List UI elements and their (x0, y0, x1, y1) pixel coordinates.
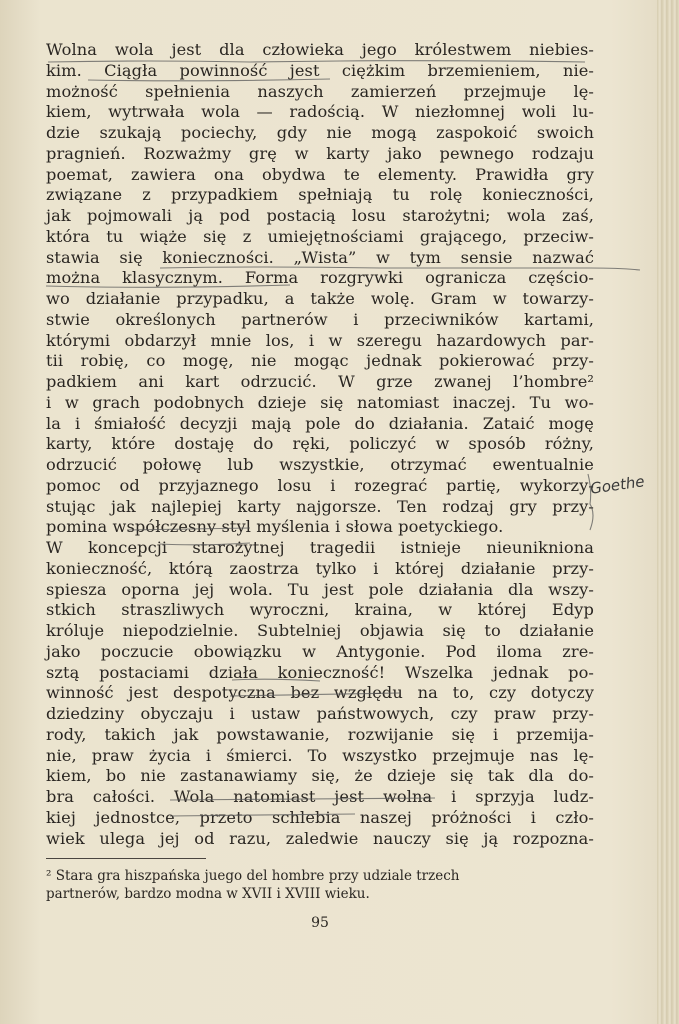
text-line: możność spełnienia naszych zamierzeń przejmuje lę- (46, 81, 594, 101)
text-line: kiem, bo nie zastanawiamy się, że dzieje się tak dla do- (46, 766, 594, 786)
text-line: kiem, wytrwała wola — radością. W niezłomnej woli lu- (46, 102, 594, 122)
text-line: kiej jednostce, przeto schlebia naszej próżności i czło- (46, 807, 594, 827)
text-line: stwie określonych partnerów i przeciwników kartami, (46, 309, 594, 329)
text-line: poemat, zawiera ona obydwa te elementy. Prawidła gry (46, 164, 594, 184)
text-line: odrzucić połowę lub wszystkie, otrzymać ewentualnie (46, 455, 594, 474)
text-line: wiek ulega jej od razu, zaledwie nauczy się ją rozpozna- (46, 828, 594, 848)
body-text (46, 40, 594, 849)
footnote-line: partnerów, bardzo modna w XVII i XVIII wieku. (46, 886, 370, 902)
page-number: 95 (311, 915, 329, 931)
text-line: jako poczucie obowiązku w Antygonie. Pod iloma zre- (46, 641, 594, 661)
text-line: rody, takich jak powstawanie, rozwijanie się i przemija- (46, 724, 594, 744)
text-line: stawia się konieczności. „Wista” w tym sensie nazwać (46, 247, 594, 267)
text-line: nie, praw życia i śmierci. To wszystko przejmuje nas lę- (46, 745, 594, 765)
text-line: stkich straszliwych wyroczni, kraina, w której Edyp (46, 600, 594, 620)
text-line: W koncepcji starożytnej tragedii istnieje nieunikniona (46, 538, 594, 557)
text-line: sztą postaciami działa konieczność! Wszelka jednak po- (46, 662, 594, 682)
text-line: i w grach podobnych dzieje się natomiast inaczej. Tu wo- (46, 392, 594, 412)
text-line: spiesza oporna jej wola. Tu jest pole działania dla wszy- (46, 579, 594, 599)
text-line: króluje niepodzielnie. Subtelniej objawia się to działanie (46, 621, 594, 640)
footnote (46, 858, 594, 903)
text-line: pragnień. Rozważmy grę w karty jako pewnego rodzaju (46, 143, 594, 163)
text-line: konieczność, którą zaostrza tylko i której działanie przy- (46, 558, 594, 578)
text-line: winność jest despotyczna bez względu na to, czy dotyczy (46, 683, 594, 703)
text-line: karty, które dostaję do ręki, policzyć w sposób różny, (46, 434, 594, 454)
text-line: pomoc od przyjaznego losu i rozegrać partię, wykorzy- (46, 475, 594, 495)
text-line: dziedziny obyczaju i ustaw państwowych, czy praw przy- (46, 704, 594, 723)
handwritten-margin-note: Goethe (589, 472, 646, 498)
text-line: padkiem ani kart odrzucić. W grze zwanej l’hombre² (46, 372, 594, 391)
text-line: można klasycznym. Forma rozgrywki ogranicza częścio- (46, 268, 594, 288)
text-line: Wolna wola jest dla człowieka jego królestwem niebies- (46, 40, 594, 59)
text-line: związane z przypadkiem spełniają tu rolę konieczności, (46, 185, 594, 205)
text-line: tii robię, co mogę, nie mogąc jednak pokierować przy- (46, 351, 594, 371)
page-edge-stack (657, 0, 679, 1024)
text-line: wo działanie przypadku, a także wolę. Gram w towarzy- (46, 289, 594, 308)
footnote-line: ² Stara gra hiszpańska juego del hombre przy udziale trzech (46, 868, 460, 884)
text-line: którymi obdarzył mnie los, i w szeregu hazardowych par- (46, 330, 594, 350)
text-line: dzie szukają pociechy, gdy nie mogą zaspokoić swoich (46, 123, 594, 142)
text-line: kim. Ciągła powinność jest ciężkim brzemieniem, nie- (46, 60, 594, 80)
text-line: bra całości. Wola natomiast jest wolna i sprzyja ludz- (46, 787, 594, 806)
text-line: która tu wiąże się z umiejętnościami grającego, przeciw- (46, 226, 594, 246)
text-line: pomina współczesny styl myślenia i słowa poetyckiego. (46, 517, 504, 537)
text-line: stując jak najlepiej karty najgorsze. Ten rodzaj gry przy- (46, 496, 594, 516)
footnote-rule (46, 858, 206, 859)
text-line: la i śmiałość decyzji mają pole do działania. Zataić mogę (46, 413, 594, 433)
text-line: jak pojmowali ją pod postacią losu starożytni; wola zaś, (46, 206, 594, 225)
